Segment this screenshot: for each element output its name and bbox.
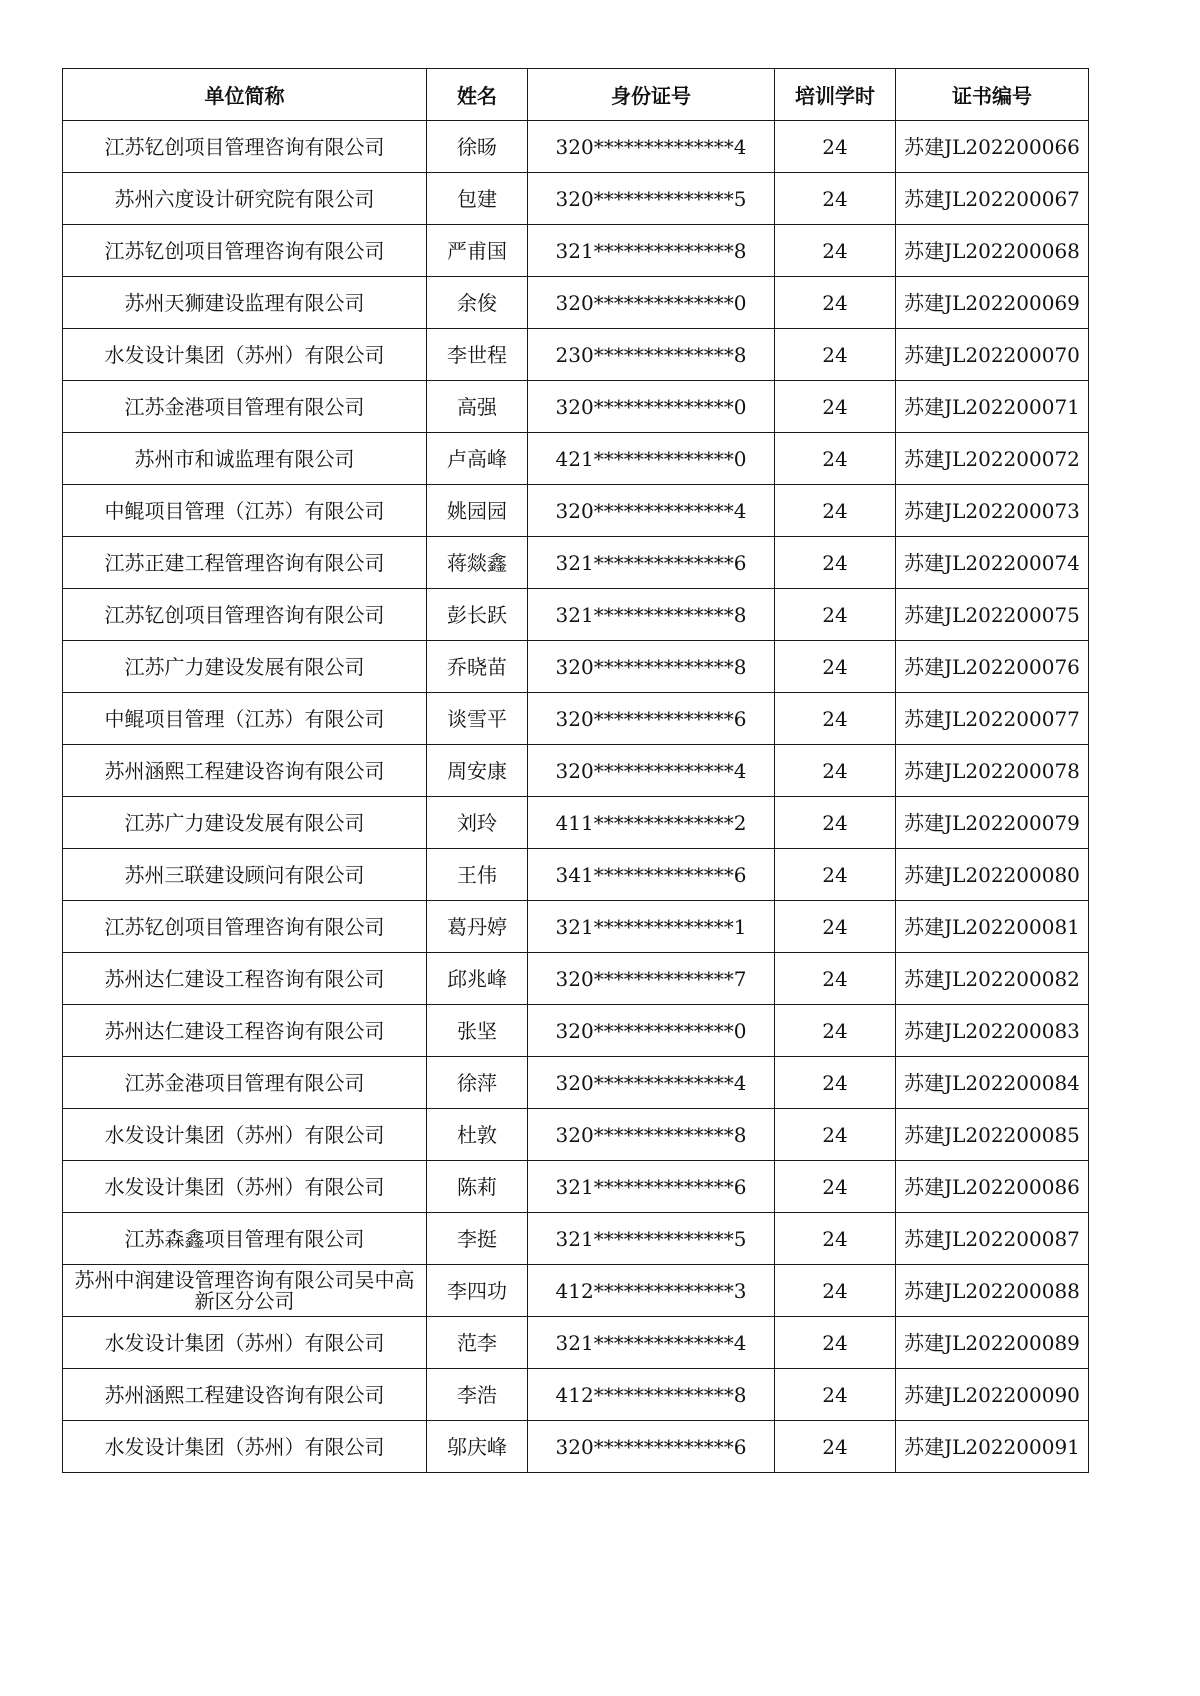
training-hours-cell: 24: [775, 1005, 896, 1057]
training-hours-cell: 24: [775, 173, 896, 225]
table-row: [63, 1161, 1089, 1213]
training-hours-cell: 24: [775, 277, 896, 329]
id-number-cell: 320**************0: [528, 277, 775, 329]
unit-cell: 江苏金港项目管理有限公司: [63, 1057, 427, 1109]
certificate-number-cell: 苏建JL202200090: [896, 1369, 1089, 1421]
training-hours-cell: 24: [775, 953, 896, 1005]
unit-cell: 苏州中润建设管理咨询有限公司吴中高新区分公司: [63, 1265, 427, 1317]
training-hours-cell: 24: [775, 485, 896, 537]
unit-cell: 苏州六度设计研究院有限公司: [63, 173, 427, 225]
name-cell: 李四功: [427, 1265, 528, 1317]
unit-cell: 江苏钇创项目管理咨询有限公司: [63, 225, 427, 277]
certificate-number-cell: 苏建JL202200081: [896, 901, 1089, 953]
certificate-number-cell: 苏建JL202200085: [896, 1109, 1089, 1161]
certificate-number-cell: 苏建JL202200091: [896, 1421, 1089, 1473]
name-cell: 徐旸: [427, 121, 528, 173]
training-hours-cell: 24: [775, 121, 896, 173]
table-row: [63, 1369, 1089, 1421]
unit-cell: 中鲲项目管理（江苏）有限公司: [63, 485, 427, 537]
id-number-cell: 320**************8: [528, 641, 775, 693]
name-cell: 高强: [427, 381, 528, 433]
name-cell: 范李: [427, 1317, 528, 1369]
training-hours-cell: 24: [775, 1369, 896, 1421]
name-cell: 李挺: [427, 1213, 528, 1265]
unit-cell: 水发设计集团（苏州）有限公司: [63, 329, 427, 381]
id-number-cell: 320**************8: [528, 1109, 775, 1161]
name-cell: 蒋燚鑫: [427, 537, 528, 589]
table-row: [63, 1421, 1089, 1473]
id-number-cell: 320**************4: [528, 745, 775, 797]
name-cell: 姚园园: [427, 485, 528, 537]
name-cell: 彭长跃: [427, 589, 528, 641]
unit-cell: 水发设计集团（苏州）有限公司: [63, 1421, 427, 1473]
certificate-number-cell: 苏建JL202200070: [896, 329, 1089, 381]
certificate-number-cell: 苏建JL202200069: [896, 277, 1089, 329]
id-number-cell: 412**************3: [528, 1265, 775, 1317]
unit-cell: 水发设计集团（苏州）有限公司: [63, 1161, 427, 1213]
unit-cell: 苏州市和诚监理有限公司: [63, 433, 427, 485]
certificate-number-cell: 苏建JL202200071: [896, 381, 1089, 433]
name-cell: 张坚: [427, 1005, 528, 1057]
name-cell: 邬庆峰: [427, 1421, 528, 1473]
table-row: [63, 537, 1089, 589]
table-row: [63, 1317, 1089, 1369]
name-cell: 李世程: [427, 329, 528, 381]
unit-cell: 江苏广力建设发展有限公司: [63, 641, 427, 693]
unit-cell: 水发设计集团（苏州）有限公司: [63, 1317, 427, 1369]
name-cell: 严甫国: [427, 225, 528, 277]
certificate-number-cell: 苏建JL202200078: [896, 745, 1089, 797]
table-row: [63, 745, 1089, 797]
header-cert: 证书编号: [896, 69, 1089, 121]
id-number-cell: 320**************4: [528, 121, 775, 173]
name-cell: 卢高峰: [427, 433, 528, 485]
training-hours-cell: 24: [775, 1421, 896, 1473]
id-number-cell: 412**************8: [528, 1369, 775, 1421]
table-row: [63, 1057, 1089, 1109]
id-number-cell: 321**************1: [528, 901, 775, 953]
header-unit: 单位简称: [63, 69, 427, 121]
training-hours-cell: 24: [775, 1057, 896, 1109]
table-row: [63, 225, 1089, 277]
certificate-number-cell: 苏建JL202200075: [896, 589, 1089, 641]
unit-cell: 苏州涵熙工程建设咨询有限公司: [63, 745, 427, 797]
table-row: [63, 277, 1089, 329]
name-cell: 乔晓苗: [427, 641, 528, 693]
training-hours-cell: 24: [775, 1109, 896, 1161]
certificate-number-cell: 苏建JL202200066: [896, 121, 1089, 173]
table-row: [63, 485, 1089, 537]
name-cell: 周安康: [427, 745, 528, 797]
unit-cell: 苏州天狮建设监理有限公司: [63, 277, 427, 329]
unit-cell: 苏州达仁建设工程咨询有限公司: [63, 1005, 427, 1057]
training-hours-cell: 24: [775, 381, 896, 433]
id-number-cell: 320**************0: [528, 1005, 775, 1057]
training-hours-cell: 24: [775, 1161, 896, 1213]
header-hours: 培训学时: [775, 69, 896, 121]
name-cell: 包建: [427, 173, 528, 225]
training-hours-cell: 24: [775, 849, 896, 901]
table-row: [63, 693, 1089, 745]
table-row: [63, 953, 1089, 1005]
table-row: [63, 121, 1089, 173]
unit-cell: 苏州涵熙工程建设咨询有限公司: [63, 1369, 427, 1421]
certificate-number-cell: 苏建JL202200068: [896, 225, 1089, 277]
roster-body: [63, 121, 1089, 1473]
certificate-number-cell: 苏建JL202200084: [896, 1057, 1089, 1109]
training-hours-cell: 24: [775, 641, 896, 693]
id-number-cell: 320**************6: [528, 1421, 775, 1473]
unit-cell: 江苏金港项目管理有限公司: [63, 381, 427, 433]
certificate-number-cell: 苏建JL202200079: [896, 797, 1089, 849]
certificate-number-cell: 苏建JL202200088: [896, 1265, 1089, 1317]
table-row: [63, 433, 1089, 485]
id-number-cell: 321**************4: [528, 1317, 775, 1369]
name-cell: 陈莉: [427, 1161, 528, 1213]
id-number-cell: 341**************6: [528, 849, 775, 901]
name-cell: 葛丹婷: [427, 901, 528, 953]
certificate-number-cell: 苏建JL202200080: [896, 849, 1089, 901]
certificate-number-cell: 苏建JL202200089: [896, 1317, 1089, 1369]
name-cell: 李浩: [427, 1369, 528, 1421]
name-cell: 余俊: [427, 277, 528, 329]
training-hours-cell: 24: [775, 1265, 896, 1317]
training-hours-cell: 24: [775, 1317, 896, 1369]
training-roster-table: [62, 68, 1089, 1473]
id-number-cell: 321**************8: [528, 225, 775, 277]
id-number-cell: 320**************6: [528, 693, 775, 745]
table-row: [63, 589, 1089, 641]
certificate-number-cell: 苏建JL202200082: [896, 953, 1089, 1005]
id-number-cell: 320**************4: [528, 485, 775, 537]
unit-cell: 江苏钇创项目管理咨询有限公司: [63, 121, 427, 173]
id-number-cell: 321**************8: [528, 589, 775, 641]
certificate-number-cell: 苏建JL202200072: [896, 433, 1089, 485]
certificate-number-cell: 苏建JL202200083: [896, 1005, 1089, 1057]
unit-cell: 江苏森鑫项目管理有限公司: [63, 1213, 427, 1265]
training-hours-cell: 24: [775, 1213, 896, 1265]
table-row: [63, 1265, 1089, 1317]
training-hours-cell: 24: [775, 901, 896, 953]
id-number-cell: 320**************5: [528, 173, 775, 225]
table-row: [63, 381, 1089, 433]
training-hours-cell: 24: [775, 589, 896, 641]
unit-cell: 中鲲项目管理（江苏）有限公司: [63, 693, 427, 745]
certificate-number-cell: 苏建JL202200077: [896, 693, 1089, 745]
training-hours-cell: 24: [775, 225, 896, 277]
table-row: [63, 1005, 1089, 1057]
table-row: [63, 797, 1089, 849]
training-hours-cell: 24: [775, 745, 896, 797]
unit-cell: 江苏钇创项目管理咨询有限公司: [63, 589, 427, 641]
header-id: 身份证号: [528, 69, 775, 121]
training-hours-cell: 24: [775, 329, 896, 381]
unit-cell: 江苏正建工程管理咨询有限公司: [63, 537, 427, 589]
unit-cell: 水发设计集团（苏州）有限公司: [63, 1109, 427, 1161]
unit-cell: 苏州三联建设顾问有限公司: [63, 849, 427, 901]
unit-cell: 江苏钇创项目管理咨询有限公司: [63, 901, 427, 953]
id-number-cell: 320**************4: [528, 1057, 775, 1109]
id-number-cell: 230**************8: [528, 329, 775, 381]
name-cell: 谈雪平: [427, 693, 528, 745]
training-hours-cell: 24: [775, 797, 896, 849]
name-cell: 徐萍: [427, 1057, 528, 1109]
certificate-number-cell: 苏建JL202200087: [896, 1213, 1089, 1265]
id-number-cell: 321**************6: [528, 537, 775, 589]
training-hours-cell: 24: [775, 433, 896, 485]
unit-cell: 苏州达仁建设工程咨询有限公司: [63, 953, 427, 1005]
header-row: [63, 69, 1089, 121]
name-cell: 邱兆峰: [427, 953, 528, 1005]
table-row: [63, 901, 1089, 953]
certificate-number-cell: 苏建JL202200067: [896, 173, 1089, 225]
table-row: [63, 173, 1089, 225]
id-number-cell: 411**************2: [528, 797, 775, 849]
training-hours-cell: 24: [775, 693, 896, 745]
training-hours-cell: 24: [775, 537, 896, 589]
table-row: [63, 641, 1089, 693]
certificate-number-cell: 苏建JL202200074: [896, 537, 1089, 589]
id-number-cell: 320**************7: [528, 953, 775, 1005]
id-number-cell: 320**************0: [528, 381, 775, 433]
id-number-cell: 321**************6: [528, 1161, 775, 1213]
unit-cell: 江苏广力建设发展有限公司: [63, 797, 427, 849]
name-cell: 刘玲: [427, 797, 528, 849]
table-row: [63, 1213, 1089, 1265]
table-row: [63, 1109, 1089, 1161]
name-cell: 杜敦: [427, 1109, 528, 1161]
id-number-cell: 421**************0: [528, 433, 775, 485]
certificate-number-cell: 苏建JL202200086: [896, 1161, 1089, 1213]
header-name: 姓名: [427, 69, 528, 121]
certificate-number-cell: 苏建JL202200076: [896, 641, 1089, 693]
name-cell: 王伟: [427, 849, 528, 901]
id-number-cell: 321**************5: [528, 1213, 775, 1265]
table-row: [63, 849, 1089, 901]
certificate-number-cell: 苏建JL202200073: [896, 485, 1089, 537]
table-row: [63, 329, 1089, 381]
